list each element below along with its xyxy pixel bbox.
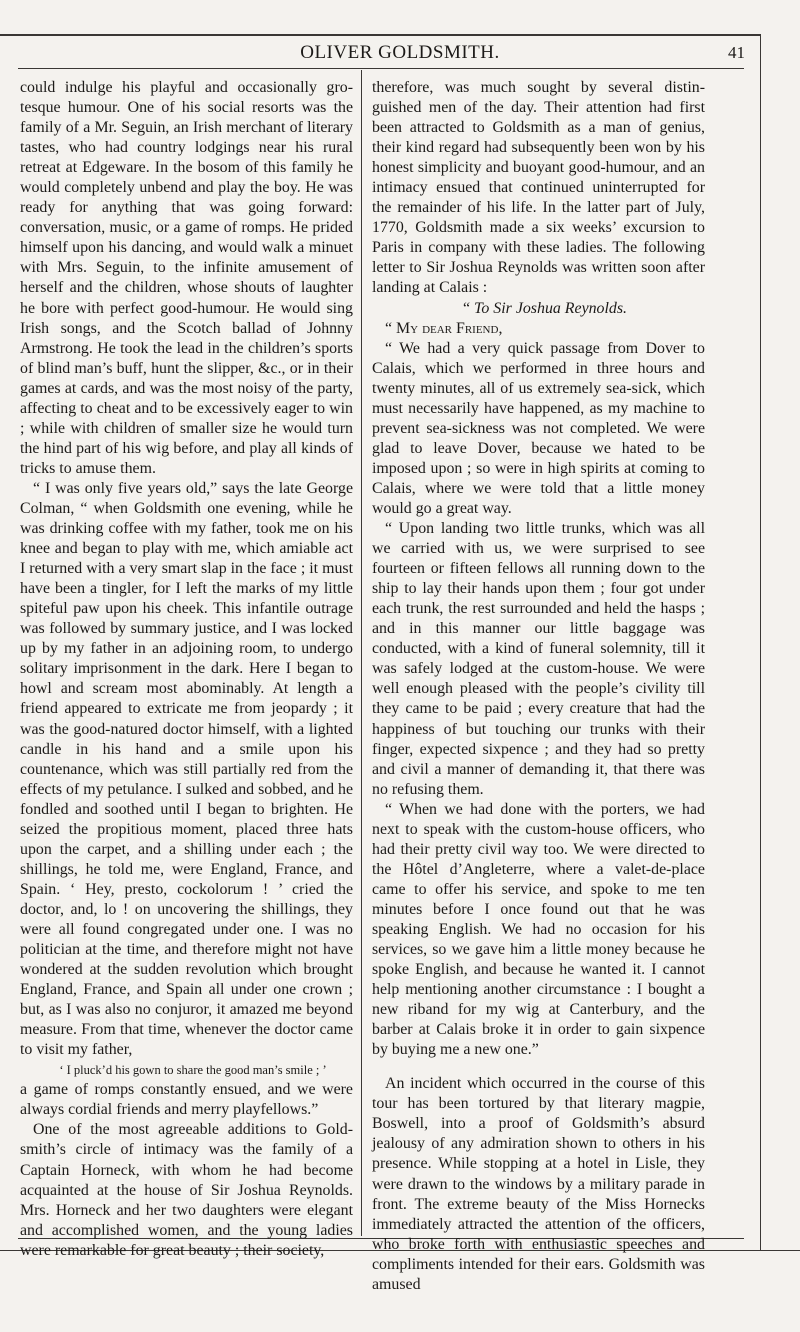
verse-quote: ‘ I pluck’d his gown to share the good man’s smile ; ’ (59, 1063, 327, 1078)
greeting-text: My dear Friend, (396, 319, 503, 337)
column-divider (361, 70, 362, 1236)
paragraph: “ Upon landing two little trunks, which was all we carried with us, we were surprised to see fourteen or fifteen fellows all running down to the ship to lay their hands upon them ; four got under each trunk, the rest surrounded and held the hasps ; and in this manner our little baggage was conducted, with a kind of funeral solemnity, till it was safely lodged at the custom-house. We were well enough pleased with the people’s civility till they came to be paid ; every creature that had the happiness of but touching our trunks with their finger, expected sixpence ; and they had so pretty and civil a manner of demanding it, that there was no refusing them. (372, 520, 705, 798)
open-quote: “ (462, 299, 474, 317)
right-border-rule (760, 34, 761, 1250)
page-number: 41 (728, 43, 745, 62)
paragraph: “ We had a very quick passage from Dover to Calais, which we performed in three hours and twenty minutes, all of us extremely sea-sick, which must necessarily have happened, as my machine to prevent sea-sickness was not completed. We were glad to leave Dover, because we hated to be imposed upon ; so were in high spirits at coming to Calais, where we were told that a little money would go a great way. (372, 339, 705, 517)
paragraph: could indulge his playful and occasionally grotesque humour. One of his social resorts was the family of a Mr. Seguin, an Irish merchant of literary tastes, who had country lodgings near his rural retreat at Edgeware. In the bosom of this family he would completely unbend and play the boy. He was ready for anything that was going forward: conversation, music, or a game of romps. He prided himself upon his dancing, and would walk a minuet with Mrs. Seguin, to the infinite amusement of herself and the children, whose shouts of laughter he bore with perfect good-humour. He would sing Irish songs, and the Scotch ballad of Johnny Armstrong. He took the lead in the children’s sports of blind man’s buff, hunt the slipper, &c., or in their games at cards, and was the most noisy of the party, affecting to cheat and to be excessively eager to win ; while with children of smaller size he would turn the hind part of his wig before, and play all kinds of tricks to amuse them. (20, 79, 353, 477)
letter-heading (372, 299, 705, 319)
header-rule (18, 68, 744, 69)
running-title: OLIVER GOLDSMITH. (300, 42, 500, 63)
top-border-rule (0, 34, 760, 36)
left-column (20, 78, 353, 1261)
open-quote: “ (385, 319, 397, 337)
letter-greeting (372, 319, 705, 339)
section-gap (372, 1060, 705, 1074)
paragraph: An incident which occurred in the course of this tour has been tortured by that literary magpie, Boswell, into a proof of Goldsmith’s absurd jealousy of any admiration shown to others in his presence. While stopping at a hotel in Lisle, they were drawn to the windows by a military parade in front. The extreme beauty of the Miss Hornecks immediately attracted the attention of the officers, who broke forth with enthusiastic speeches and compliments intended for their ears. Goldsmith was amused (372, 1075, 705, 1293)
paragraph: a game of romps constantly ensued, and we were always cordial friends and merry playfellows.” (20, 1081, 353, 1119)
letter-heading-text: To Sir Joshua Reynolds. (474, 299, 628, 317)
paragraph: One of the most agreeable additions to Goldsmith’s circle of intimacy was the family of a Captain Horneck, with whom he had become acquainted at the house of Sir Joshua Reynolds. Mrs. Horneck and her two daughters were elegant and accomplished women, and the young ladies were remarkable for great beauty ; their society, (20, 1121, 353, 1259)
paragraph: “ I was only five years old,” says the late George Colman, “ when Goldsmith one evening, while he was drinking coffee with my father, took me on his knee and began to play with me, which amiable act I returned with a very smart slap in the face ; it must have been a tingler, for I left the marks of my little spiteful paw upon his cheek. This infantile outrage was followed by summary justice, and I was locked up by my father in an adjoining room, to undergo solitary imprisonment in the dark. Here I began to howl and scream most abominably. At length a friend appeared to extricate me from jeopardy ; it was the good-natured doctor himself, with a lighted candle in his hand and a smile upon his countenance, which was still partially red from the effects of my petulance. I sulked and sobbed, and he fondled and soothed until I began to brighten. He seized the propitious moment, placed three hats upon the carpet, and a shilling under each ; the shillings, he told me, were England, France, and Spain. ‘ Hey, presto, cockolorum ! ’ cried the doctor, and, lo ! on uncovering the shillings, they were all found congregated under one. I was no politician at the time, and therefore might not have wondered at the sudden revolution which brought England, France, and Spain all under one crown ; but, as I was also no conjuror, it amazed me beyond measure. From that time, whenever the doctor came to visit my father, (20, 479, 353, 1059)
paragraph: therefore, was much sought by several distinguished men of the day. Their attention had first been attracted to Goldsmith as a man of genius, their kind regard had subsequently been won by his honest simplicity and buoyant good-humour, and an intimacy ensued that continued uninterrupted for the remainder of his life. In the latter part of July, 1770, Goldsmith made a six weeks’ excursion to Paris in company with these ladies. The following letter to Sir Joshua Reynolds was written soon after landing at Calais : (372, 79, 705, 297)
paragraph: “ When we had done with the porters, we had next to speak with the custom-house officers, who had their pretty civil way too. We were directed to the Hôtel d’Angleterre, where a valet-de-place came to offer his service, and spoke to me ten minutes before I once found out that he was speaking English. We had no occasion for his services, so we gave him a little money because he spoke English, and because he wanted it. I cannot help mentioning another circumstance : I bought a new riband for my wig at Canterbury, and the barber at Calais broke it in order to gain sixpence by buying me a new one.” (372, 800, 705, 1059)
right-column (372, 78, 705, 1295)
